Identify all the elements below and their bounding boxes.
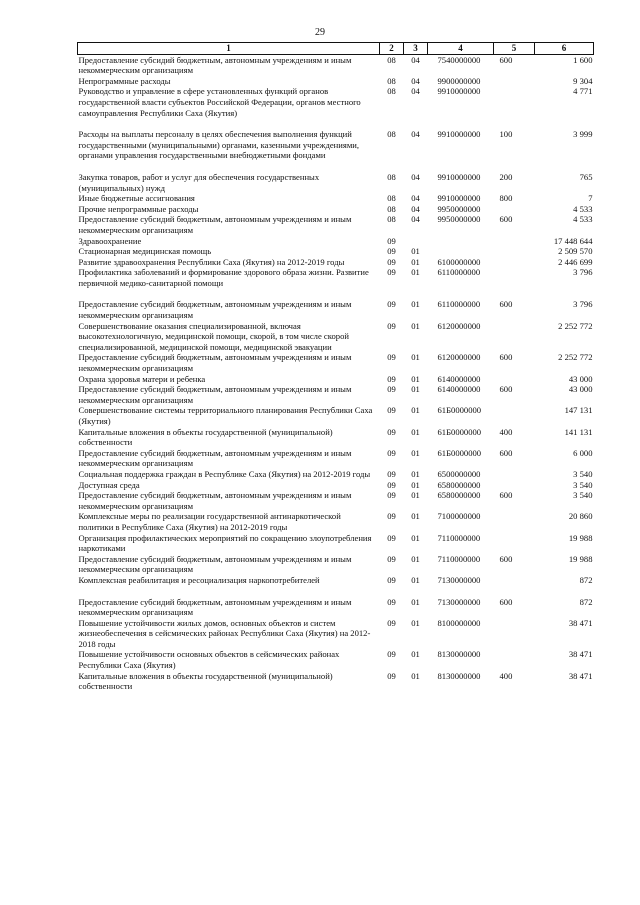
row-subsection: 01 (411, 246, 420, 257)
row-subsection: 01 (411, 511, 420, 522)
header-row (78, 43, 594, 55)
header-cell-section: 2 (380, 43, 404, 55)
row-expense-type (494, 257, 535, 268)
row-name: Капитальные вложения в объекты государственной (муниципальной) собственности (78, 670, 333, 692)
row-subsection: 04 (411, 193, 420, 204)
row-section: 09 (387, 405, 396, 416)
row-amount: 3 796 (573, 299, 593, 310)
row-expense-type: 100 (499, 129, 513, 140)
row-name: Закупка товаров, работ и услуг для обеспечения государственных (муниципальных) нужд (78, 171, 320, 193)
row-section: 09 (387, 235, 396, 246)
table-row (78, 76, 594, 87)
table-row (78, 490, 594, 511)
table-row (78, 204, 594, 215)
row-section: 08 (387, 86, 396, 97)
header-cell-amount: 6 (535, 43, 594, 55)
row-amount: 1 600 (573, 54, 593, 65)
row-amount: 147 131 (564, 405, 593, 416)
row-section: 09 (387, 267, 396, 278)
row-target-code: 61Б0000000 (437, 447, 482, 458)
row-target-code: 61Б0000000 (437, 405, 482, 416)
row-amount: 765 (579, 171, 593, 182)
row-target-code: 9950000000 (437, 214, 481, 225)
row-name: Охрана здоровья матери и ребенка (78, 373, 206, 384)
row-expense-type: 600 (499, 299, 513, 310)
row-expense-type (494, 236, 535, 247)
table-row (78, 352, 594, 373)
row-target-code: 9910000000 (437, 86, 481, 97)
header-cell-name: 1 (78, 43, 380, 55)
row-amount: 19 988 (568, 532, 593, 543)
row-amount: 872 (579, 574, 593, 585)
row-amount: 38 471 (568, 617, 593, 628)
row-name: Капитальные вложения в объекты государственной (муниципальной) собственности (78, 426, 333, 448)
table-row (78, 321, 594, 353)
row-target-code: 6120000000 (437, 352, 481, 363)
row-subsection: 01 (411, 384, 420, 395)
row-amount: 43 000 (568, 373, 593, 384)
row-amount: 3 999 (573, 129, 593, 140)
row-subsection: 01 (411, 596, 420, 607)
row-name: Социальная поддержка граждан в Республике Саха (Якутия) на 2012-2019 годы (78, 468, 371, 479)
row-target-code: 61Б0000000 (437, 426, 482, 437)
row-subsection: 01 (411, 373, 420, 384)
row-section: 09 (387, 553, 396, 564)
row-subsection: 01 (411, 426, 420, 437)
row-name: Совершенствование оказания специализированной, включая высокотехнологичную, медицинской помощи, скорой, в том числе скорой специализированной, медицинской помощи, медицинской эвакуации (78, 320, 349, 352)
row-section: 09 (387, 447, 396, 458)
table-row (78, 129, 594, 172)
row-amount: 7 (588, 193, 593, 204)
row-expense-type (494, 246, 535, 257)
row-name: Организация профилактических мероприятий по сокращению злоупотребления наркотиками (78, 532, 372, 554)
row-target-code: 7130000000 (437, 596, 481, 607)
row-expense-type: 600 (499, 352, 513, 363)
row-target-code: 8130000000 (437, 649, 481, 660)
table-row (78, 54, 594, 76)
table-row (78, 86, 594, 129)
row-amount: 2 252 772 (558, 352, 593, 363)
table-row (78, 533, 594, 554)
row-section: 09 (387, 468, 396, 479)
row-target-code: 6100000000 (437, 256, 481, 267)
row-name: Предоставление субсидий бюджетным, автономным учреждениям и иным некоммерческим организациям (78, 352, 352, 374)
row-expense-type (494, 405, 535, 426)
row-target-code: 6140000000 (437, 373, 481, 384)
row-amount: 43 000 (568, 384, 593, 395)
row-name: Предоставление субсидий бюджетным, автономным учреждениям и иным некоммерческим организациям (78, 553, 352, 575)
table-row (78, 299, 594, 320)
row-name: Предоставление субсидий бюджетным, автономным учреждениям и иным некоммерческим организациям (78, 384, 352, 405)
row-target-code: 6500000000 (437, 468, 481, 479)
row-expense-type: 600 (499, 384, 513, 395)
row-amount: 38 471 (568, 670, 593, 681)
row-name: Предоставление субсидий бюджетным, автономным учреждениям и иным некоммерческим организациям (78, 447, 352, 469)
table-row (78, 649, 594, 670)
row-subsection: 01 (411, 553, 420, 564)
row-amount: 2 446 699 (558, 256, 593, 267)
row-target-code: 7540000000 (437, 54, 481, 65)
row-amount: 3 540 (573, 490, 593, 501)
header-cell-target: 4 (428, 43, 494, 55)
row-name: Комплексная реабилитация и ресоциализация наркопотребителей (78, 574, 320, 585)
row-subsection: 01 (411, 617, 420, 628)
row-name: Здравоохранение (78, 235, 142, 246)
row-section: 09 (387, 373, 396, 384)
row-section: 09 (387, 352, 396, 363)
table-row (78, 374, 594, 385)
row-amount: 6 000 (573, 447, 593, 458)
row-target-code: 7100000000 (437, 511, 481, 522)
table-row (78, 267, 594, 299)
row-section: 09 (387, 490, 396, 501)
row-subsection: 04 (411, 54, 420, 65)
table-body (78, 54, 594, 692)
row-section: 08 (387, 193, 396, 204)
budget-table (77, 42, 594, 692)
row-section: 09 (387, 246, 396, 257)
row-target-code: 7130000000 (437, 574, 481, 585)
row-expense-type (494, 618, 535, 650)
table-row (78, 554, 594, 575)
row-section: 09 (387, 320, 396, 331)
row-expense-type: 400 (499, 426, 513, 437)
row-expense-type (494, 204, 535, 215)
row-amount: 19 988 (568, 553, 593, 564)
row-target-code: 9950000000 (437, 203, 481, 214)
row-name: Повышение устойчивости жилых домов, основных объектов и систем жизнеобеспечения в сейсмических районах Республики Саха (Якутия) на 2012-2018 годы (78, 617, 371, 649)
row-section: 09 (387, 511, 396, 522)
row-amount: 4 533 (573, 214, 593, 225)
row-subsection: 04 (411, 203, 420, 214)
row-amount: 2 509 570 (558, 246, 593, 257)
table-row (78, 172, 594, 193)
row-amount: 38 471 (568, 649, 593, 660)
row-expense-type: 600 (499, 490, 513, 501)
row-target-code: 9910000000 (437, 193, 481, 204)
row-section: 09 (387, 532, 396, 543)
row-name: Доступная среда (78, 479, 140, 490)
table-row (78, 405, 594, 426)
row-expense-type (494, 267, 535, 299)
row-subsection: 04 (411, 75, 420, 86)
page-number: 29 (315, 27, 325, 38)
row-name: Стационарная медицинская помощь (78, 246, 212, 257)
row-name: Непрограммные расходы (78, 75, 171, 86)
row-target-code (428, 246, 494, 257)
table-row (78, 193, 594, 204)
row-section: 08 (387, 214, 396, 225)
row-name: Предоставление субсидий бюджетным, автономным учреждениям и иным некоммерческим организациям (78, 214, 352, 235)
table-row (78, 469, 594, 480)
row-subsection: 04 (411, 214, 420, 225)
row-target-code: 8130000000 (437, 670, 481, 681)
row-expense-type (494, 374, 535, 385)
row-section: 09 (387, 596, 396, 607)
row-section: 09 (387, 384, 396, 395)
row-expense-type (494, 533, 535, 554)
table-row (78, 480, 594, 491)
row-amount: 3 540 (573, 479, 593, 490)
row-subsection: 01 (411, 447, 420, 458)
row-expense-type (494, 511, 535, 532)
row-subsection: 01 (411, 479, 420, 490)
row-section: 08 (387, 171, 396, 182)
row-subsection: 01 (411, 405, 420, 416)
row-amount: 9 304 (573, 75, 593, 86)
row-subsection: 01 (411, 490, 420, 501)
row-subsection: 01 (411, 670, 420, 681)
row-expense-type: 600 (499, 214, 513, 225)
row-amount: 17 448 644 (553, 235, 593, 246)
table-row (78, 257, 594, 268)
row-subsection: 01 (411, 532, 420, 543)
row-expense-type: 800 (499, 193, 513, 204)
table-row (78, 575, 594, 597)
row-section: 08 (387, 203, 396, 214)
row-target-code: 6580000000 (437, 490, 481, 501)
row-subsection: 01 (411, 468, 420, 479)
row-name: Развитие здравоохранения Республики Саха (Якутия) на 2012-2019 годы (78, 256, 345, 267)
row-target-code: 9910000000 (437, 171, 481, 182)
row-name: Расходы на выплаты персоналу в целях обеспечения выполнения функций государственными (муниципальными) органами, казенными учреждениями, органами управления государственными внебюджетными фондами (78, 129, 360, 161)
header-cell-subsection: 3 (404, 43, 428, 55)
row-amount: 3 540 (573, 468, 593, 479)
row-name: Совершенствование системы территориального планирования Республики Саха (Якутия) (78, 405, 373, 426)
row-amount: 872 (579, 596, 593, 607)
row-target-code: 6110000000 (437, 299, 481, 310)
row-expense-type: 600 (499, 553, 513, 564)
table-row (78, 618, 594, 650)
row-expense-type: 600 (499, 447, 513, 458)
row-expense-type (494, 649, 535, 670)
row-expense-type: 600 (499, 54, 513, 65)
row-amount: 141 131 (564, 426, 593, 437)
row-subsection: 04 (411, 129, 420, 140)
row-expense-type (494, 321, 535, 353)
row-name: Руководство и управление в сфере установленных функций органов государственной власти субъектов Российской Федерации, органов местного самоуправления Республики Саха (Якутия) (78, 86, 361, 118)
table-row (78, 427, 594, 448)
row-name: Предоставление субсидий бюджетным, автономным учреждениям и иным некоммерческим организациям (78, 54, 352, 76)
row-subsection: 01 (411, 299, 420, 310)
table-row (78, 671, 594, 692)
table-row (78, 384, 594, 405)
row-subsection: 01 (411, 267, 420, 278)
row-target-code: 7110000000 (437, 553, 481, 564)
row-target-code: 7110000000 (437, 532, 481, 543)
row-expense-type: 200 (499, 171, 513, 182)
row-target-code (428, 236, 494, 247)
row-subsection: 01 (411, 574, 420, 585)
table-row (78, 214, 594, 235)
header-cell-expense-type: 5 (494, 43, 535, 55)
row-name: Предоставление субсидий бюджетным, автономным учреждениям и иным некоммерческим организациям (78, 596, 352, 618)
table-row (78, 597, 594, 618)
row-amount: 4 771 (573, 86, 593, 97)
row-section: 08 (387, 54, 396, 65)
row-amount: 4 533 (573, 203, 593, 214)
row-section: 08 (387, 75, 396, 86)
table-row (78, 448, 594, 469)
row-subsection: 04 (411, 171, 420, 182)
row-amount: 20 860 (568, 511, 593, 522)
row-subsection: 01 (411, 256, 420, 267)
row-amount: 3 796 (573, 267, 593, 278)
row-section: 09 (387, 426, 396, 437)
row-section: 09 (387, 479, 396, 490)
row-subsection: 01 (411, 320, 420, 331)
row-section: 09 (387, 670, 396, 681)
row-name: Иные бюджетные ассигнования (78, 193, 195, 204)
row-section: 08 (387, 129, 396, 140)
row-subsection: 01 (411, 649, 420, 660)
row-target-code: 6580000000 (437, 479, 481, 490)
row-target-code: 9900000000 (437, 75, 481, 86)
row-section: 09 (387, 649, 396, 660)
row-expense-type (494, 86, 535, 129)
row-expense-type (494, 575, 535, 597)
row-section: 09 (387, 256, 396, 267)
table-row (78, 246, 594, 257)
row-subsection (404, 236, 428, 247)
row-name: Предоставление субсидий бюджетным, автономным учреждениям и иным некоммерческим организациям (78, 299, 352, 321)
row-section: 09 (387, 299, 396, 310)
row-section: 09 (387, 617, 396, 628)
row-expense-type: 400 (499, 670, 513, 681)
row-expense-type: 600 (499, 596, 513, 607)
row-target-code: 9910000000 (437, 129, 481, 140)
row-name: Прочие непрограммные расходы (78, 203, 199, 214)
row-subsection: 01 (411, 352, 420, 363)
row-name: Повышение устойчивости основных объектов в сейсмических районах Республики Саха (Якутия) (78, 649, 340, 671)
table-row (78, 236, 594, 247)
row-section: 09 (387, 574, 396, 585)
row-subsection: 04 (411, 86, 420, 97)
row-expense-type (494, 76, 535, 87)
row-expense-type (494, 469, 535, 480)
row-amount: 2 252 772 (558, 320, 593, 331)
row-target-code: 6110000000 (437, 267, 481, 278)
row-name: Комплексные меры по реализации государственной антинаркотической политики в Республике Саха (Якутия) на 2012-2019 годы (78, 511, 341, 532)
row-target-code: 6120000000 (437, 320, 481, 331)
row-name: Предоставление субсидий бюджетным, автономным учреждениям и иным некоммерческим организациям (78, 490, 352, 511)
table-row (78, 511, 594, 532)
row-target-code: 6140000000 (437, 384, 481, 395)
row-expense-type (494, 480, 535, 491)
row-name: Профилактика заболеваний и формирование здорового образа жизни. Развитие первичной медико-санитарной помощи (78, 267, 369, 288)
row-target-code: 8100000000 (437, 617, 481, 628)
